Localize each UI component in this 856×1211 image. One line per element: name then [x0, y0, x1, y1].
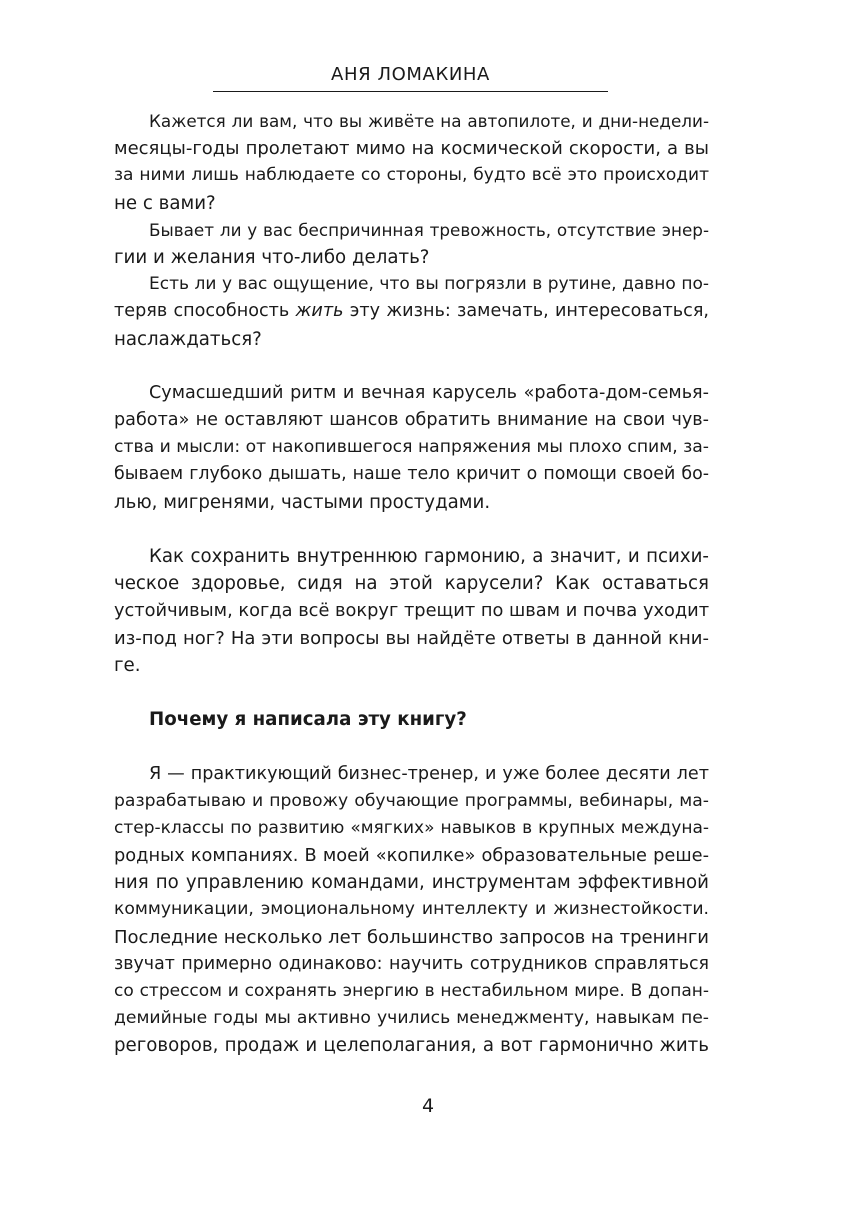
running-head: АНЯ ЛОМАКИНА: [331, 64, 490, 85]
text-line: за ними лишь наблюдаете со стороны, будто всё это происходит: [114, 165, 709, 186]
text-line: родных компаниях. В моей «копилке» образовательные реше-: [114, 845, 709, 867]
text-line: лью, мигренями, частыми простудами.: [114, 491, 491, 513]
paragraph-gap: [114, 733, 709, 760]
text-line: не с вами?: [114, 192, 216, 214]
text-line: Бывает ли у вас беспричинная тревожность, отсутствие энер-: [149, 219, 709, 240]
text-line: ге.: [114, 654, 141, 676]
text-line: ния по управлению командами, инструментам эффективной: [114, 872, 709, 894]
text-line: Последние несколько лет большинство запросов на тренинги: [114, 926, 709, 948]
text-line: Сумасшедший ритм и вечная карусель «работа-дом-семья-: [149, 382, 709, 403]
text-line: ческое здоровье, сидя на этой карусели? Как оставаться: [114, 573, 709, 595]
text-line: Кажется ли вам, что вы живёте на автопилоте, и дни-недели-: [149, 111, 709, 131]
text-line: устойчивым, когда всё вокруг трещит по швам и почва уходит: [114, 600, 710, 622]
page-number: 4: [421, 1095, 435, 1117]
section-heading: Почему я написала эту книгу?: [149, 709, 467, 731]
text-line: демийные годы мы активно учились менеджменту, навыкам пе-: [114, 1008, 709, 1029]
emphasis: жить: [295, 301, 344, 322]
text-line: наслаждаться?: [114, 328, 262, 350]
text-line: месяцы-годы пролетают мимо на космической скорости, а вы: [114, 138, 709, 160]
text-line: разрабатываю и провожу обучающие программы, вебинары, ма-: [114, 790, 709, 811]
text-line: со стрессом и сохранять энергию в нестабильном мире. В допан-: [114, 981, 709, 1001]
header-rule: [213, 91, 608, 92]
text-line: теряв способность жить эту жизнь: замечать, интересоваться,: [114, 301, 709, 322]
text-line: работа» не оставляют шансов обратить внимание на свои чув-: [114, 410, 709, 431]
text-line: стер-классы по развитию «мягких» навыков в крупных междуна-: [114, 817, 709, 838]
text-line: звучат примерно одинаково: научить сотрудников справляться: [114, 953, 709, 974]
paragraph-gap: [114, 516, 709, 543]
text-line: гии и желания что-либо делать?: [114, 246, 430, 268]
paragraph-gap: [114, 353, 709, 380]
text-line: ства и мысли: от накопившегося напряжения мы плохо спим, за-: [114, 437, 709, 458]
text-line: из-под ног? На эти вопросы вы найдёте ответы в данной кни-: [114, 627, 709, 649]
text-line: реговоров, продаж и целеполагания, а вот гармонично жить: [114, 1035, 709, 1057]
paragraph-gap: [114, 679, 709, 706]
body-text: [114, 108, 709, 1060]
text-line: Я — практикующий бизнес-тренер, и уже более десяти лет: [149, 763, 709, 784]
text-line: бываем глубоко дышать, наше тело кричит о помощи своей бо-: [114, 464, 709, 485]
text-line: Как сохранить внутреннюю гармонию, а значит, и психи-: [149, 546, 709, 567]
text-line: Есть ли у вас ощущение, что вы погрязли в рутине, давно по-: [149, 274, 709, 295]
text-line: коммуникации, эмоциональному интеллекту и жизнестойкости.: [114, 899, 709, 920]
